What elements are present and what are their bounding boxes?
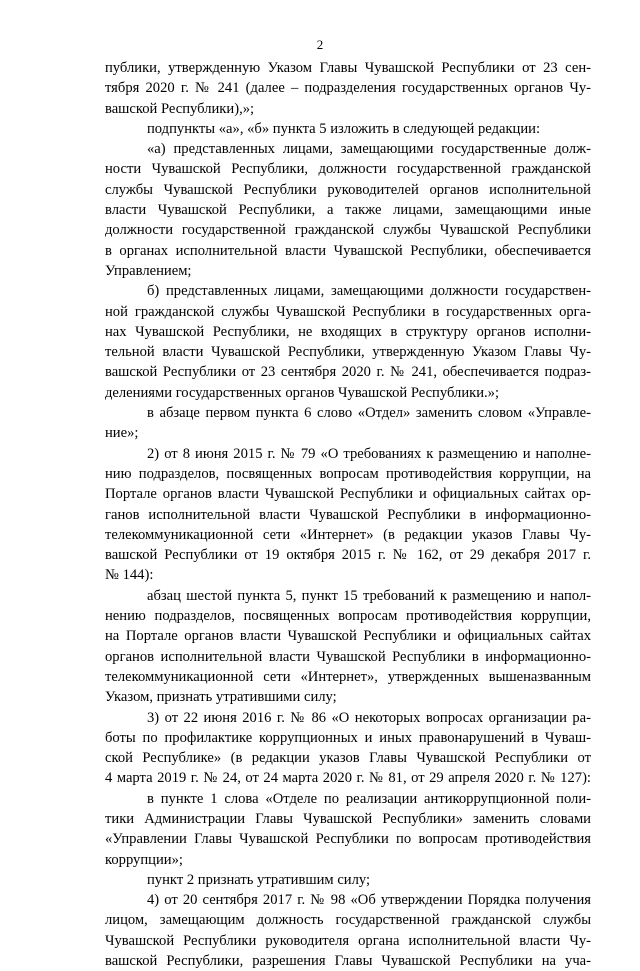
text-line: телекоммуникационной сети «Интернет», утвержденных вышеназванным: [105, 668, 591, 685]
text-line: Портале органов власти Чувашской Республики и официальных сайтах ор-: [105, 486, 591, 503]
text-line: 3) от 22 июня 2016 г. № 86 «О некоторых вопросах организации ра-: [147, 709, 591, 726]
text-line: подпункты «а», «б» пункта 5 изложить в следующей редакции:: [147, 120, 541, 137]
text-line: б) представленных лицами, замещающими должности государствен-: [147, 283, 591, 300]
text-line: вашской Республики от 23 сентября 2020 г. № 241, обеспечивается подраз-: [105, 364, 591, 381]
text-line: «Управлении Главы Чувашской Республики по вопросам противодействия: [105, 831, 591, 848]
text-line: 4) от 20 сентября 2017 г. № 98 «Об утверждении Порядка получения: [147, 892, 591, 909]
text-line: ние»;: [105, 425, 139, 442]
document-body: [105, 58, 591, 971]
text-line: нию подразделов, посвященных вопросам противодействия коррупции, на: [105, 465, 591, 482]
text-line: 2) от 8 июня 2015 г. № 79 «О требованиях к размещению и наполне-: [147, 445, 591, 462]
text-line: тики Администрации Главы Чувашской Республики» заменить словами: [105, 810, 591, 827]
text-line: абзац шестой пункта 5, пункт 15 требований к размещению и напол-: [147, 587, 591, 604]
text-line: тельной власти Чувашской Республики, утвержденную Указом Главы Чу-: [105, 344, 591, 361]
text-line: вашской Республики от 19 октября 2015 г. № 162, от 29 декабря 2017 г.: [105, 547, 591, 564]
text-line: Управлением;: [105, 262, 192, 279]
text-line: нению подразделов, посвященных вопросам противодействия коррупции,: [105, 608, 591, 625]
text-line: 4 марта 2019 г. № 24, от 24 марта 2020 г. № 81, от 29 апреля 2020 г. № 127):: [105, 770, 591, 787]
text-line: ной гражданской службы Чувашской Республики в государственных орга-: [105, 303, 591, 320]
text-line: боты по профилактике коррупционных и иных правонарушений в Чуваш-: [105, 729, 591, 746]
text-line: вашской Республики, разрешения Главы Чувашской Республики на уча-: [105, 953, 591, 970]
text-line: телекоммуникационной сети «Интернет» (в редакции указов Главы Чу-: [105, 526, 591, 543]
text-line: на Портале органов власти Чувашской Республики и официальных сайтах: [105, 628, 591, 645]
text-line: публики, утвержденную Указом Главы Чувашской Республики от 23 сен-: [105, 60, 591, 76]
text-line: ности Чувашской Республики, должности государственной гражданской: [105, 161, 591, 178]
text-line: в пункте 1 слова «Отделе по реализации антикоррупционной поли-: [147, 790, 591, 807]
text-line: органов исполнительной власти Чувашской Республики в информационно-: [105, 648, 591, 665]
text-line: «а) представленных лицами, замещающими государственные долж-: [147, 141, 591, 158]
text-line: лицом, замещающим должность государственной гражданской службы: [105, 912, 591, 929]
text-line: Чувашской Республики руководителя органа исполнительной власти Чу-: [105, 932, 591, 949]
text-line: в органах исполнительной власти Чувашской Республики, обеспечивается: [105, 242, 591, 259]
page-number: 2: [316, 37, 324, 52]
text-line: делениями государственных органов Чувашской Республики.»;: [105, 384, 500, 401]
text-line: вашской Республики),»;: [105, 100, 255, 117]
text-line: ской Республике» (в редакции указов Главы Чувашской Республики от: [105, 750, 591, 767]
text-line: ганов исполнительной власти Чувашской Республики в информационно-: [105, 506, 591, 523]
text-line: службы Чувашской Республики руководителей органов исполнительной: [105, 181, 591, 198]
text-line: власти Чувашской Республики, а также лицами, замещающими иные: [105, 202, 591, 219]
text-line: нах Чувашской Республики, не входящих в структуру органов исполни-: [105, 323, 591, 340]
text-line: должности государственной гражданской службы Чувашской Республики: [105, 222, 591, 239]
text-line: тября 2020 г. № 241 (далее – подразделения государственных органов Чу-: [105, 80, 591, 97]
text-line: Указом, признать утратившими силу;: [105, 689, 337, 706]
text-line: коррупции»;: [105, 851, 183, 868]
text-line: в абзаце первом пункта 6 слово «Отдел» заменить словом «Управле-: [147, 405, 591, 422]
text-line: пункт 2 признать утратившим силу;: [147, 871, 371, 888]
text-line: № 144):: [105, 567, 154, 584]
